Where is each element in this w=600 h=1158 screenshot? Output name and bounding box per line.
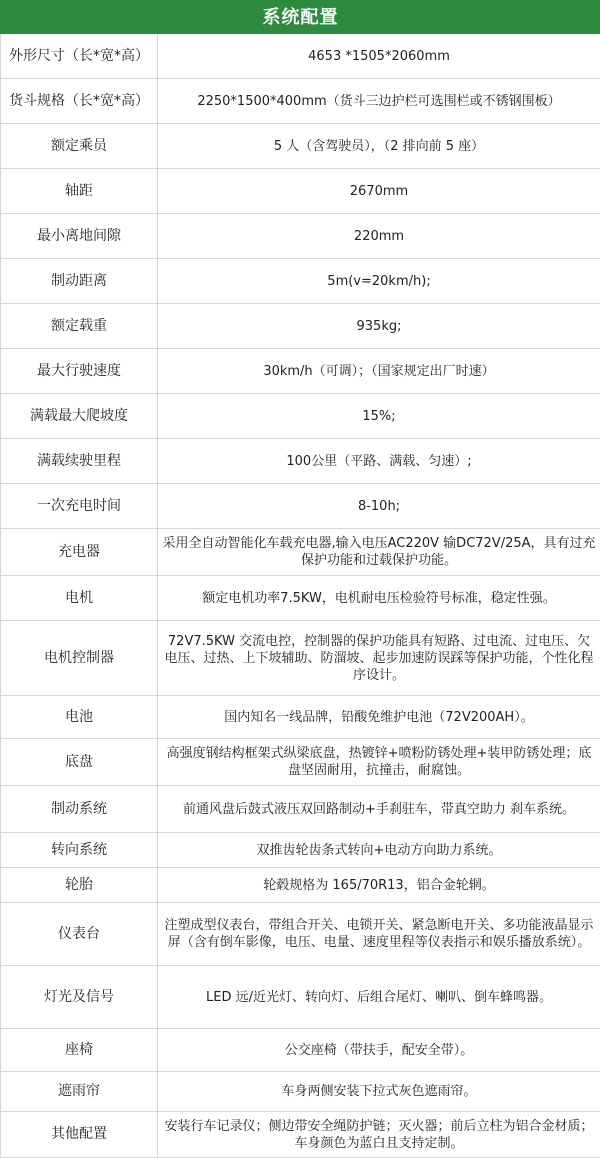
table-row: [1, 79, 600, 124]
table-row: [1, 529, 600, 576]
row-label: 电机控制器: [1, 621, 158, 696]
row-value: LED 远/近光灯、转向灯、后组合尾灯、喇叭、倒车蜂鸣器。: [158, 966, 600, 1029]
row-value: 前通风盘后鼓式液压双回路制动+手刹驻车，带真空助力 刹车系统。: [158, 786, 600, 833]
row-value: 2250*1500*400mm（货斗三边护栏可选围栏或不锈钢围板）: [158, 79, 600, 124]
table-row: [1, 739, 600, 786]
table-row: [1, 394, 600, 439]
table-row: [1, 786, 600, 833]
table-row: [1, 169, 600, 214]
table-row: [1, 903, 600, 966]
table-row: [1, 868, 600, 903]
row-value: 2670mm: [158, 169, 600, 214]
table-row: [1, 1072, 600, 1112]
row-value: 30km/h（可调）；（国家规定出厂时速）: [158, 349, 600, 394]
row-value: 双推齿轮齿条式转向+电动方向助力系统。: [158, 833, 600, 868]
row-label: 满载续驶里程: [1, 439, 158, 484]
row-label: 灯光及信号: [1, 966, 158, 1029]
row-value: 72V7.5KW 交流电控，控制器的保护功能具有短路、过电流、过电压、欠电压、过热、上下坡辅助、防溜坡、起步加速防误踩等保护功能，个性化程序设计。: [158, 621, 600, 696]
table-row: [1, 214, 600, 259]
row-label: 轴距: [1, 169, 158, 214]
row-value: 轮毂规格为 165/70R13，铝合金轮辋。: [158, 868, 600, 903]
row-label: 转向系统: [1, 833, 158, 868]
row-label: 最大行驶速度: [1, 349, 158, 394]
table-row: [1, 696, 600, 739]
table-row: [1, 621, 600, 696]
row-value: 安装行车记录仪；侧边带安全绳防护链；灭火器；前后立柱为铝合金材质；车身颜色为蓝白且支持定制。: [158, 1112, 600, 1158]
table-row: [1, 349, 600, 394]
row-label: 额定乘员: [1, 124, 158, 169]
row-label: 充电器: [1, 529, 158, 576]
row-value: 额定电机功率7.5KW，电机耐电压检验符号标准，稳定性强。: [158, 576, 600, 621]
row-value: 8-10h;: [158, 484, 600, 529]
row-value: 935kg;: [158, 304, 600, 349]
table-row: [1, 576, 600, 621]
row-value: 注塑成型仪表台，带组合开关、电锁开关、紧急断电开关、多功能液晶显示屏（含有倒车影像，电压、电量、速度里程等仪表指示和娱乐播放系统）。: [158, 903, 600, 966]
row-value: 采用全自动智能化车载充电器,输入电压AC220V 输DC72V/25A，具有过充保护功能和过载保护功能。: [158, 529, 600, 576]
row-label: 仪表台: [1, 903, 158, 966]
row-label: 满载最大爬坡度: [1, 394, 158, 439]
row-label: 外形尺寸（长*宽*高）: [1, 34, 158, 79]
row-label: 其他配置: [1, 1112, 158, 1158]
row-label: 额定载重: [1, 304, 158, 349]
row-label: 制动系统: [1, 786, 158, 833]
row-value: 5 人（含驾驶员），（2 排向前 5 座）: [158, 124, 600, 169]
row-value: 高强度钢结构框架式纵梁底盘，热镀锌+喷粉防锈处理+装甲防锈处理；底盘坚固耐用，抗撞击，耐腐蚀。: [158, 739, 600, 786]
row-label: 最小离地间隙: [1, 214, 158, 259]
row-value: 5m(v=20km/h);: [158, 259, 600, 304]
table-row: [1, 966, 600, 1029]
row-label: 座椅: [1, 1029, 158, 1072]
row-value: 国内知名一线品牌，铅酸免维护电池（72V200AH）。: [158, 696, 600, 739]
table-title: 系统配置: [1, 1, 600, 34]
table-row: [1, 484, 600, 529]
table-row: [1, 1029, 600, 1072]
row-label: 电池: [1, 696, 158, 739]
table-row: [1, 34, 600, 79]
row-label: 轮胎: [1, 868, 158, 903]
row-value: 4653 *1505*2060mm: [158, 34, 600, 79]
header-row: [1, 1, 600, 34]
row-label: 电机: [1, 576, 158, 621]
row-value: 100公里（平路、满载、匀速）;: [158, 439, 600, 484]
table-row: [1, 439, 600, 484]
row-value: 15%;: [158, 394, 600, 439]
row-label: 制动距离: [1, 259, 158, 304]
row-label: 一次充电时间: [1, 484, 158, 529]
row-value: 220mm: [158, 214, 600, 259]
table-row: [1, 304, 600, 349]
row-label: 底盘: [1, 739, 158, 786]
row-value: 公交座椅（带扶手，配安全带）。: [158, 1029, 600, 1072]
table-row: [1, 833, 600, 868]
row-label: 货斗规格（长*宽*高）: [1, 79, 158, 124]
table-row: [1, 124, 600, 169]
table-row: [1, 259, 600, 304]
table-row: [1, 1112, 600, 1158]
row-label: 遮雨帘: [1, 1072, 158, 1112]
row-value: 车身两侧安装下拉式灰色遮雨帘。: [158, 1072, 600, 1112]
